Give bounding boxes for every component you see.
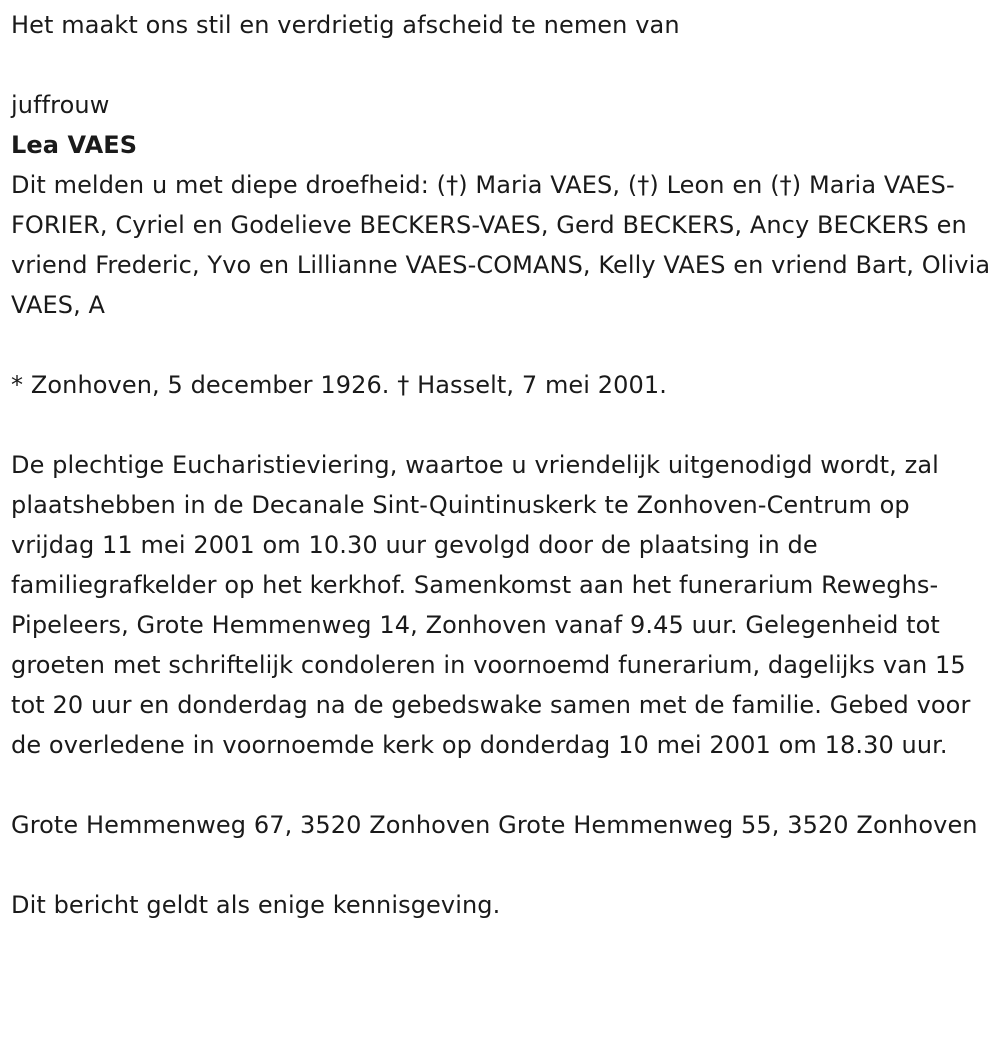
- spacer: [11, 845, 991, 885]
- death-notice: [11, 0, 998, 925]
- family-address: Grote Hemmenweg 67, 3520 Zonhoven Grote Hemmenweg 55, 3520 Zonhoven: [11, 811, 978, 839]
- deceased-name: Lea VAES: [11, 131, 138, 159]
- birth-death-dates: * Zonhoven, 5 december 1926. † Hasselt, 7 mei 2001.: [11, 371, 668, 399]
- ceremony-text: De plechtige Eucharistieviering, waartoe u vriendelijk uitgenodigd wordt, zal plaatshebben in de Decanale Sint-Quintinuskerk te Zonhoven-Centrum op vrijdag 11 mei 2001 om 10.30 uur gevolgd door de plaatsing in de familiegrafkelder op het kerkhof. Samenkomst aan het funerarium Reweghs-Pipeleers, Grote Hemmenweg 14, Zonhoven vanaf 9.45 uur. Gelegenheid tot groeten met schriftelijk condoleren in voornoemd funerarium, dagelijks van 15 tot 20 uur en donderdag na de gebedswake samen met de familie. Gebed voor de overledene in voornoemde kerk op donderdag 10 mei 2001 om 18.30 uur.: [11, 451, 979, 759]
- spacer: [11, 405, 991, 445]
- intro-text: Het maakt ons stil en verdrietig afscheid te nemen van: [11, 11, 680, 39]
- deceased-title: juffrouw: [11, 91, 110, 119]
- closing-text: Dit bericht geldt als enige kennisgeving.: [11, 891, 501, 919]
- spacer: [11, 45, 991, 85]
- spacer: [11, 325, 991, 365]
- spacer: [11, 765, 991, 805]
- mourners-text: Dit melden u met diepe droefheid: (†) Maria VAES, (†) Leon en (†) Maria VAES-FORIER, Cyriel en Godelieve BECKERS-VAES, Gerd BECKERS, Ancy BECKERS en vriend Frederic, Yvo en Lillianne VAES-COMANS, Kelly VAES en vriend Bart, Olivia VAES, A: [11, 171, 998, 319]
